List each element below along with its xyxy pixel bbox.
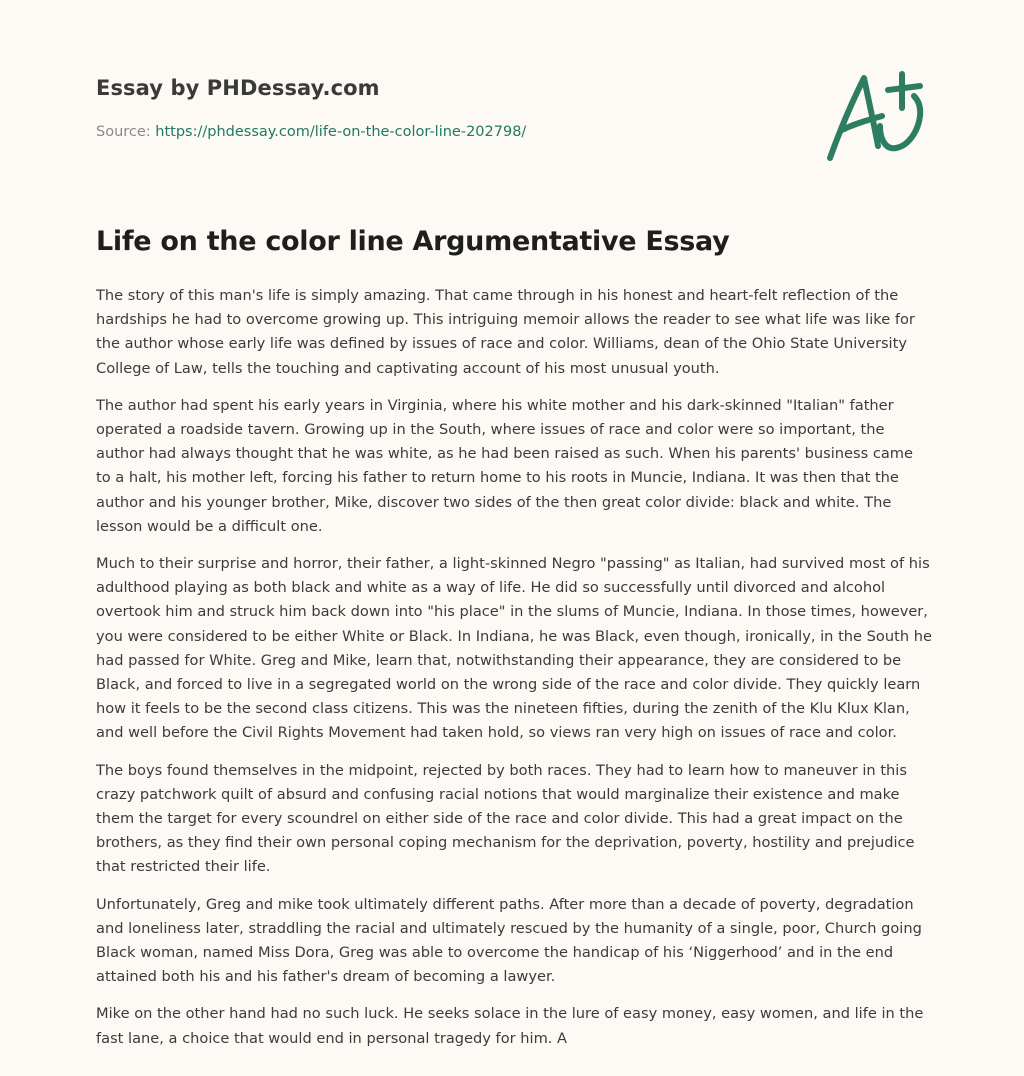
essay-title: Life on the color line Argumentative Essay [96, 226, 730, 257]
source-label: Source: [96, 124, 156, 140]
source-line [96, 124, 526, 140]
a-plus-logo-icon [822, 66, 930, 166]
page-header [96, 76, 936, 166]
essay-paragraph: The boys found themselves in the midpoint, rejected by both races. They had to learn how to maneuver in this crazy patchwork quilt of absurd and confusing racial notions that would marginalize their existence and make them the target for every scoundrel on either side of the race and color divide. This had a great impact on the brothers, as they find their own personal coping mechanism for the deprivation, poverty, hostility and prejudice that restricted their life. [96, 761, 915, 876]
essay-paragraph: The story of this man's life is simply amazing. That came through in his honest and heart-felt reflection of the hardships he had to overcome growing up. This intriguing memoir allows the reader to see what life was like for the author whose early life was defined by issues of race and color. Williams, dean of the Ohio State University College of Law, tells the touching and captivating account of his most unusual youth. [96, 287, 915, 377]
essay-body [96, 284, 932, 1064]
essay-paragraph: Much to their surprise and horror, their father, a light-skinned Negro "passing" as Italian, had survived most of his adulthood playing as both black and white as a way of life. He did so successfully until divorced and alcohol overtook him and struck him back down into "his place" in the slums of Muncie, Indiana. In those times, however, you were considered to be either White or Black. In Indiana, he was Black, even though, ironically, in the South he had passed for White. Greg and Mike, learn that, notwithstanding their appearance, they are considered to be Black, and forced to live in a segregated world on the wrong side of the race and color divide. They quickly learn how it feels to be the second class citizens. This was the nineteen fifties, during the zenith of the Klu Klux Klan, and well before the Civil Rights Movement had taken hold, so views ran very high on issues of race and color. [96, 555, 932, 742]
essay-paragraph: The author had spent his early years in Virginia, where his white mother and his dark-skinned "Italian" father operated a roadside tavern. Growing up in the South, where issues of race and color were so important, the author had always thought that he was white, as he had been raised as such. When his parents' business came to a halt, his mother left, forcing his father to return home to his roots in Muncie, Indiana. It was then that the author and his younger brother, Mike, discover two sides of the then great color divide: black and white. The lesson would be a difficult one. [96, 396, 914, 535]
essay-paragraph: Mike on the other hand had no such luck. He seeks solace in the lure of easy money, easy women, and life in the fast lane, a choice that would end in personal tragedy for him. A [96, 1005, 924, 1047]
source-link[interactable]: https://phdessay.com/life-on-the-color-line-202798/ [155, 124, 527, 140]
site-title: Essay by PHDessay.com [96, 76, 380, 100]
essay-paragraph: Unfortunately, Greg and mike took ultimately different paths. After more than a decade of poverty, degradation and loneliness later, straddling the racial and ultimately rescued by the humanity of a single, poor, Church going Black woman, named Miss Dora, Greg was able to overcome the handicap of his ‘Niggerhood’ and in the end attained both his and his father's dream of becoming a lawyer. [96, 895, 922, 986]
